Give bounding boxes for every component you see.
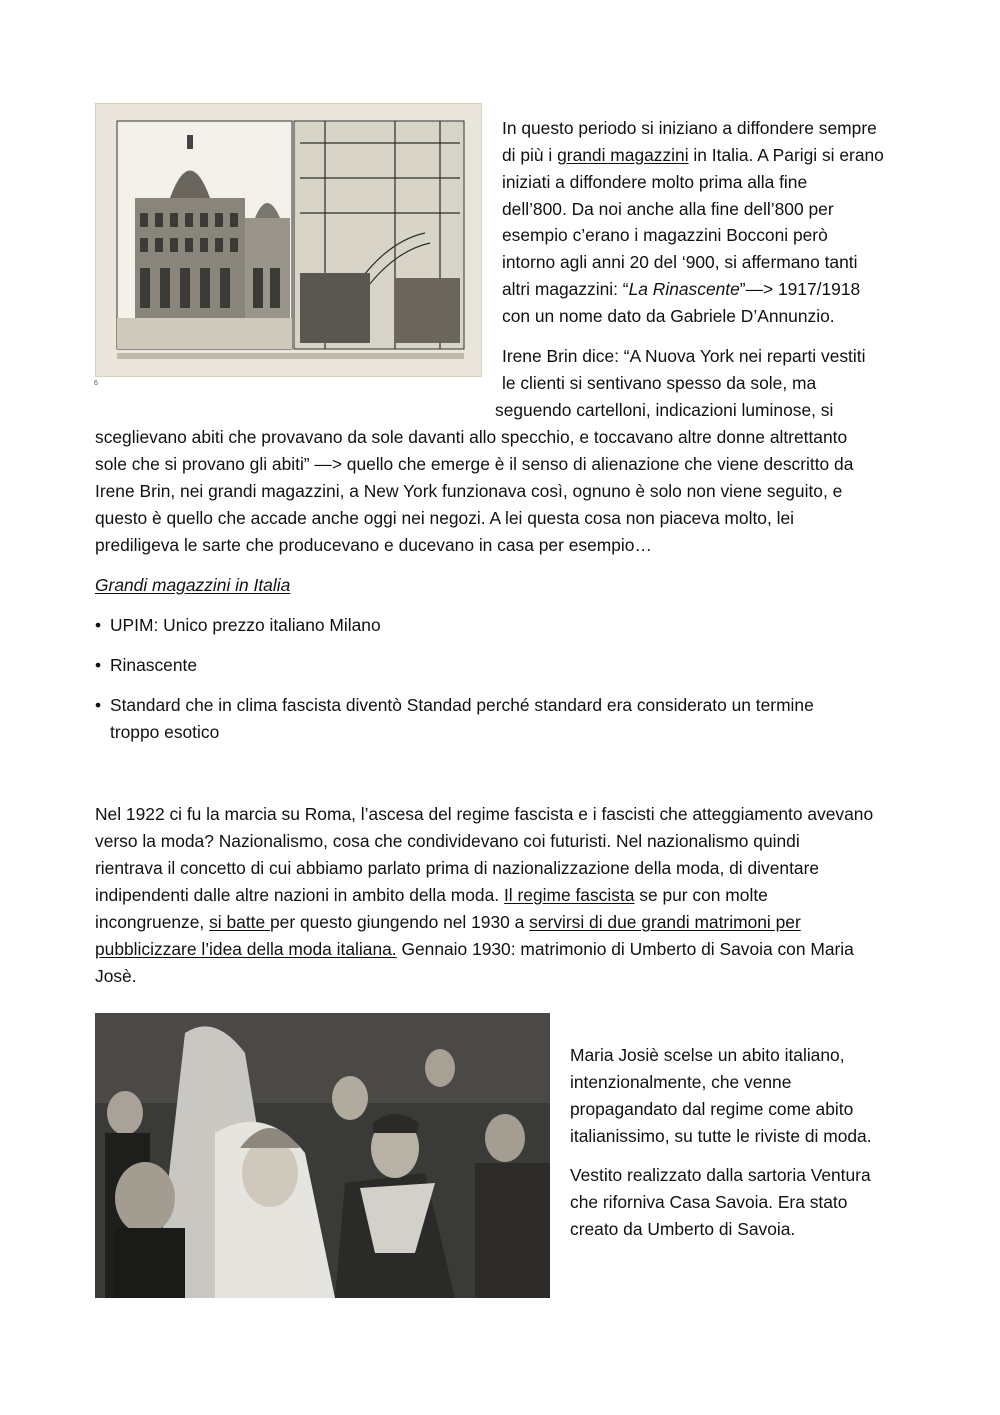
text-line: indipendenti dalle altre nazioni in ambito della moda. Il regime fascista se pur con molte xyxy=(95,885,768,905)
text-line: di più i grandi magazzini in Italia. A Parigi si erano xyxy=(502,145,884,165)
text-line: rientrava il concetto di cui abbiamo parlato prima di nazionalizzazione della moda, di diventare xyxy=(95,858,820,878)
list-item-continuation: troppo esotico xyxy=(110,722,220,742)
text-line: Josè. xyxy=(95,966,137,986)
text-line: Nel 1922 ci fu la marcia su Roma, l’ascesa del regime fascista e i fascisti che atteggiamento avevano xyxy=(95,804,874,824)
underlined-phrase: Il regime fascista xyxy=(503,885,635,905)
text-line: seguendo cartelloni, indicazioni luminose, si xyxy=(495,400,834,420)
royal-wedding-photo xyxy=(95,1013,550,1298)
text-line: creato da Umberto di Savoia. xyxy=(570,1219,796,1239)
list-item: Standard che in clima fascista diventò Standad perché standard era considerato un termine xyxy=(110,695,814,715)
text-line: Maria Josiè scelse un abito italiano, xyxy=(570,1045,845,1065)
section-heading: Grandi magazzini in Italia xyxy=(95,575,291,595)
text-line: Vestito realizzato dalla sartoria Ventura xyxy=(570,1165,871,1185)
bullet-glyph: • xyxy=(95,695,102,715)
text-line: iniziati a diffondere molto prima alla fine xyxy=(502,172,808,192)
text-line: che riforniva Casa Savoia. Era stato xyxy=(570,1192,848,1212)
underlined-term: grandi magazzini xyxy=(557,145,689,165)
text-line: sceglievano abiti che provavano da sole davanti allo specchio, e toccavano altre donne altrettanto xyxy=(95,427,848,447)
text-line: le clienti si sentivano spesso da sole, ma xyxy=(502,373,817,393)
underlined-phrase: servirsi di due grandi matrimoni per xyxy=(529,912,801,932)
list-item: UPIM: Unico prezzo italiano Milano xyxy=(110,615,381,635)
bullet-glyph: • xyxy=(95,655,102,675)
list-item: Rinascente xyxy=(110,655,198,675)
underlined-phrase: si batte xyxy=(209,912,270,932)
text-line: altri magazzini: “La Rinascente”—> 1917/1918 xyxy=(502,279,861,299)
figure-mark: 6 xyxy=(94,380,98,387)
text-line: sole che si provano gli abiti” —> quello che emerge è il senso di alienazione che viene descritto da xyxy=(95,454,854,474)
text-line: esempio c’erano i magazzini Bocconi però xyxy=(502,225,828,245)
text-line: intorno agli anni 20 del ‘900, si affermano tanti xyxy=(502,252,858,272)
text-line: dell’800. Da noi anche alla fine dell’800 per xyxy=(502,199,834,219)
text-line: con un nome dato da Gabriele D’Annunzio. xyxy=(502,306,835,326)
text-line: verso la moda? Nazionalismo, cosa che condividevano coi futuristi. Nel nazionalismo quindi xyxy=(95,831,800,851)
underlined-phrase: pubblicizzare l’idea della moda italiana. xyxy=(95,939,397,959)
text-line: Irene Brin dice: “A Nuova York nei reparti vestiti xyxy=(502,346,866,366)
italic-title: La Rinascente xyxy=(628,279,740,299)
text-line: propagandato dal regime come abito xyxy=(570,1099,854,1119)
text-line: In questo periodo si iniziano a diffondere sempre xyxy=(502,118,877,138)
text-line: pubblicizzare l’idea della moda italiana. Gennaio 1930: matrimonio di Umberto di Savoia con Maria xyxy=(95,939,854,959)
bullet-glyph: • xyxy=(95,615,102,635)
text-line: prediligeva le sarte che producevano e ducevano in casa per esempio… xyxy=(95,535,652,555)
text-line: Irene Brin, nei grandi magazzini, a New York funzionava così, ognuno è solo non viene seguito, e xyxy=(95,481,843,501)
text-line: questo è quello che accade anche oggi nei negozi. A lei questa cosa non piaceva molto, lei xyxy=(95,508,795,528)
text-line: intenzionalmente, che venne xyxy=(570,1072,792,1092)
text-line: italianissimo, su tutte le riviste di moda. xyxy=(570,1126,872,1146)
text-line: incongruenze, si batte per questo giungendo nel 1930 a servirsi di due grandi matrimoni per xyxy=(95,912,801,932)
department-store-engraving xyxy=(95,103,482,377)
